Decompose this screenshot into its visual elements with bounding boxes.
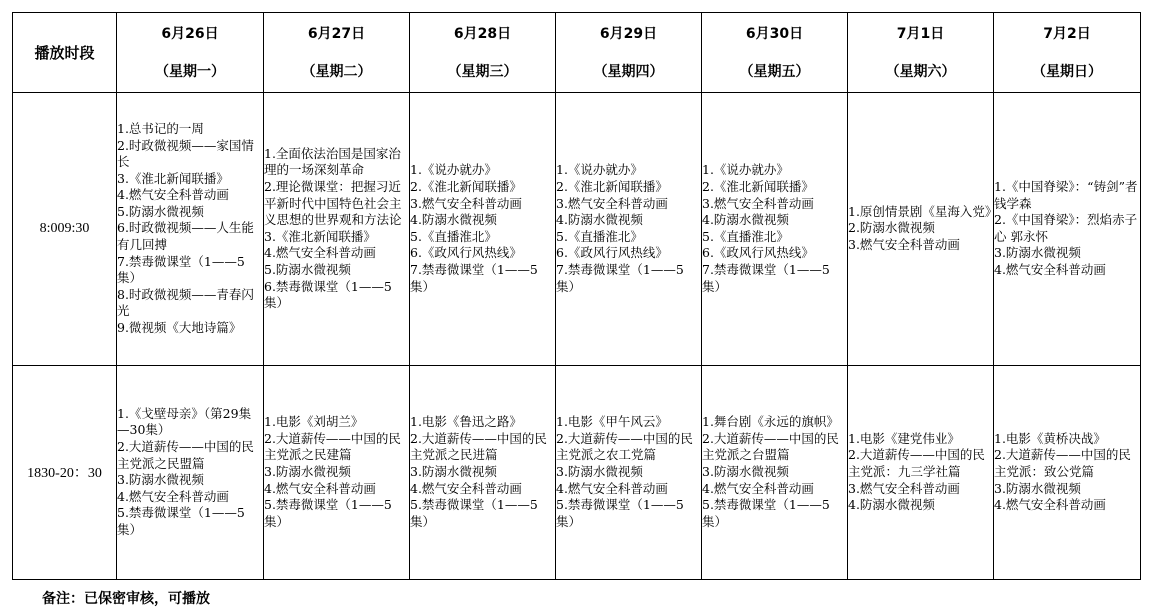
day-header	[702, 13, 848, 93]
program-item: 2.时政微视频——家国情长	[117, 137, 254, 170]
program-item: 4.防溺水微视频	[848, 497, 935, 513]
program-item: 2.大道薪传——中国的民主党派之农工党篇	[556, 430, 693, 463]
program-item: 1.《戈壁母亲》（第29集—30集）	[117, 405, 252, 438]
program-item: 2.理论微课堂：把握习近平新时代中国特色社会主义思想的世界观和方法论	[264, 178, 402, 228]
program-cell	[410, 93, 556, 366]
program-item: 2.《淮北新闻联播》	[556, 178, 668, 194]
period-header: 播放时段	[13, 13, 117, 93]
program-cell	[117, 93, 264, 366]
day-date: 6月29日	[599, 25, 658, 42]
day-date: 6月27日	[307, 25, 366, 42]
day-header	[994, 13, 1141, 93]
program-cell	[117, 365, 264, 579]
program-item: 2.大道薪传——中国的民主党派之民进篇	[410, 430, 547, 463]
program-item: 4.燃气安全科普动画	[264, 245, 376, 261]
program-list	[117, 406, 263, 539]
day-date: 7月2日	[1043, 25, 1091, 42]
program-cell	[264, 93, 410, 366]
day-date: 7月1日	[896, 25, 945, 42]
program-item: 2.《淮北新闻联播》	[410, 178, 522, 194]
program-list	[410, 162, 555, 295]
program-cell	[702, 365, 848, 579]
program-item: 4.防溺水微视频	[556, 212, 643, 228]
program-item: 5.禁毒微课堂（1——5集）	[702, 497, 830, 529]
program-item: 2.防溺水微视频	[848, 220, 935, 236]
program-cell	[702, 93, 848, 366]
program-cell	[848, 365, 994, 579]
program-item: 7.禁毒微课堂（1——5集）	[556, 261, 684, 294]
time-slot: 1830-20：30	[13, 365, 117, 579]
program-item: 2.大道薪传——中国的民主党派：九三学社篇	[848, 447, 985, 479]
program-item: 5.《直播淮北》	[556, 228, 643, 244]
program-item: 1.《说办就办》	[556, 162, 643, 178]
program-item: 2.大道薪传——中国的民主党派：致公党篇	[994, 447, 1131, 479]
program-item: 1.电影《刘胡兰》	[264, 414, 364, 430]
program-cell	[556, 365, 702, 579]
day-weekday: （星期六）	[885, 63, 956, 80]
program-cell	[994, 365, 1141, 579]
program-item: 4.燃气安全科普动画	[702, 480, 814, 496]
day-weekday: （星期二）	[301, 63, 372, 80]
day-weekday: （星期五）	[739, 63, 810, 80]
program-item: 3.燃气安全科普动画	[848, 480, 960, 496]
program-item: 1.电影《黄桥决战》	[994, 430, 1106, 446]
day-weekday: （星期日）	[1032, 63, 1102, 80]
program-item: 7.禁毒微课堂（1——5集）	[702, 261, 830, 294]
program-item: 5.《直播淮北》	[702, 228, 789, 244]
program-item: 3.防溺水微视频	[702, 463, 789, 479]
program-list	[994, 179, 1140, 279]
program-item: 1.电影《甲午风云》	[556, 414, 668, 430]
program-item: 3.防溺水微视频	[410, 463, 497, 479]
program-item: 2.大道薪传——中国的民主党派之台盟篇	[702, 430, 839, 463]
morning-row	[13, 93, 1141, 366]
program-item: 6.《政风行风热线》	[556, 245, 668, 261]
program-item: 2.大道薪传——中国的民主党派之民盟篇	[117, 439, 254, 471]
program-list	[848, 431, 993, 514]
day-header	[117, 13, 264, 93]
program-item: 8.时政微视频——青春闪光	[117, 286, 254, 319]
program-item: 3.燃气安全科普动画	[556, 195, 668, 211]
program-item: 1.《中国脊梁》：“铸剑”者 钱学森	[994, 178, 1138, 211]
footnote: 备注：已保密审核，可播放	[42, 591, 210, 607]
program-item: 3.《淮北新闻联播》	[264, 228, 376, 244]
program-cell	[556, 93, 702, 366]
program-item: 2.《中国脊梁》：烈焰赤子心 郭永怀	[994, 212, 1138, 244]
program-item: 3.防溺水微视频	[264, 463, 351, 479]
header-row	[13, 13, 1141, 93]
program-item: 5.防溺水微视频	[117, 203, 204, 219]
program-item: 1.电影《鲁迅之路》	[410, 414, 522, 430]
program-item: 6.时政微视频——人生能有几回搏	[117, 220, 254, 253]
day-weekday: （星期四）	[593, 63, 664, 80]
program-item: 4.燃气安全科普动画	[994, 261, 1106, 277]
program-cell	[410, 365, 556, 579]
program-item: 3.燃气安全科普动画	[410, 195, 522, 211]
program-item: 6.《政风行风热线》	[702, 245, 814, 261]
program-item: 4.防溺水微视频	[702, 212, 789, 228]
program-list	[264, 414, 409, 530]
program-item: 5.禁毒微课堂（1——5集）	[264, 497, 392, 529]
program-item: 1.总书记的一周	[117, 120, 204, 136]
program-item: 1.电影《建党伟业》	[848, 430, 960, 446]
schedule-table	[12, 12, 1141, 580]
program-item: 5.禁毒微课堂（1——5集）	[117, 505, 245, 538]
program-list	[556, 414, 701, 530]
program-item: 1.全面依法治国是国家治理的一场深刻革命	[264, 145, 401, 178]
program-item: 1.《说办就办》	[410, 162, 497, 178]
program-item: 3.防溺水微视频	[994, 480, 1081, 496]
program-item: 3.燃气安全科普动画	[848, 237, 960, 253]
program-item: 4.燃气安全科普动画	[994, 497, 1106, 513]
day-weekday: （星期三）	[447, 63, 518, 80]
program-item: 3.《淮北新闻联播》	[117, 170, 229, 186]
program-list	[848, 203, 998, 254]
program-item: 3.防溺水微视频	[556, 463, 643, 479]
program-cell	[994, 93, 1141, 366]
day-weekday: （星期一）	[155, 63, 225, 80]
program-list	[702, 414, 847, 530]
program-item: 5.禁毒微课堂（1——5集）	[410, 497, 538, 529]
program-list	[994, 431, 1140, 514]
program-list	[264, 146, 409, 312]
day-date: 6月30日	[745, 25, 804, 42]
evening-row	[13, 365, 1141, 579]
program-item: 4.燃气安全科普动画	[117, 187, 229, 203]
program-item: 5.《直播淮北》	[410, 228, 497, 244]
program-item: 4.防溺水微视频	[410, 212, 497, 228]
program-item: 3.防溺水微视频	[117, 472, 204, 488]
program-item: 4.燃气安全科普动画	[264, 480, 376, 496]
day-header	[848, 13, 994, 93]
day-header	[556, 13, 702, 93]
program-item: 4.燃气安全科普动画	[117, 488, 229, 504]
program-item: 6.禁毒微课堂（1——5集）	[264, 278, 392, 311]
program-item: 4.燃气安全科普动画	[410, 480, 522, 496]
program-list	[117, 121, 263, 337]
program-item: 1.舞台剧《永远的旗帜》	[702, 414, 839, 430]
program-item: 1.《说办就办》	[702, 162, 789, 178]
program-item: 7.禁毒微课堂（1——5集）	[410, 261, 538, 294]
program-list	[702, 162, 847, 295]
program-item: 2.《淮北新闻联播》	[702, 178, 814, 194]
program-item: 3.燃气安全科普动画	[702, 195, 814, 211]
program-item: 3.防溺水微视频	[994, 245, 1081, 261]
program-item: 5.防溺水微视频	[264, 261, 351, 277]
program-item: 5.禁毒微课堂（1——5集）	[556, 497, 684, 529]
day-header	[410, 13, 556, 93]
program-item: 2.大道薪传——中国的民主党派之民建篇	[264, 430, 401, 463]
program-list	[410, 414, 555, 530]
program-item: 1.原创情景剧《星海入党》	[848, 203, 998, 219]
program-cell	[848, 93, 998, 366]
day-date: 6月26日	[161, 25, 219, 42]
program-item: 6.《政风行风热线》	[410, 245, 522, 261]
program-item: 9.微视频《大地诗篇》	[117, 320, 242, 336]
program-item: 4.燃气安全科普动画	[556, 480, 668, 496]
time-slot: 8:009:30	[13, 93, 117, 366]
program-cell	[264, 365, 410, 579]
program-item: 7.禁毒微课堂（1——5集）	[117, 253, 245, 286]
day-date: 6月28日	[453, 25, 512, 42]
program-list	[556, 162, 701, 295]
day-header	[264, 13, 410, 93]
